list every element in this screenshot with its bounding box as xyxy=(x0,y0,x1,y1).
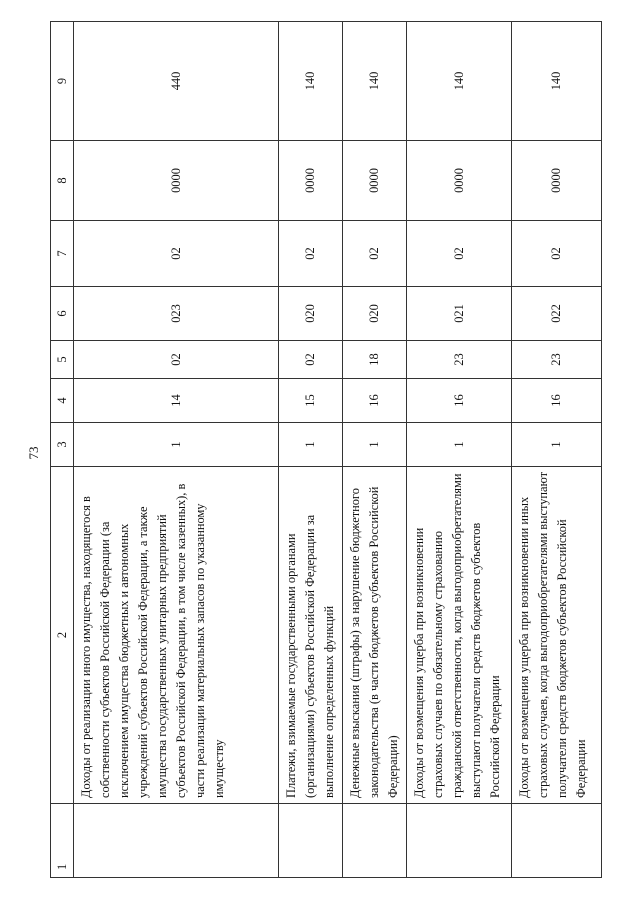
row-code-col-8: 0000 xyxy=(407,141,512,221)
row-description: Доходы от реализации иного имущества, находящегося в собственности субъектов Российской Федерации (за исключением имущества бюджетных и автономных учреждений субъектов Российской Федерации, а также имущества государственных унитарных предприятий субъектов Российской Федерации, в том числе казенных), в части реализации материальных запасов по указанному имуществу xyxy=(74,467,279,804)
row-code-col-7: 02 xyxy=(512,221,602,287)
row-code-col-8: 0000 xyxy=(512,141,602,221)
row-code-col-3: 1 xyxy=(407,423,512,467)
row-code-col-3: 1 xyxy=(512,423,602,467)
row-code-col-9: 140 xyxy=(512,22,602,141)
header-col-7: 7 xyxy=(51,221,74,287)
row-code-col-8: 0000 xyxy=(74,141,279,221)
header-col-4: 4 xyxy=(51,379,74,423)
row-col-1 xyxy=(512,804,602,878)
row-code-col-5: 18 xyxy=(343,341,407,379)
row-col-1 xyxy=(407,804,512,878)
header-col-6: 6 xyxy=(51,287,74,341)
header-col-3: 3 xyxy=(51,423,74,467)
row-code-col-8: 0000 xyxy=(343,141,407,221)
row-code-col-5: 23 xyxy=(512,341,602,379)
row-code-col-7: 02 xyxy=(343,221,407,287)
row-code-col-9: 140 xyxy=(343,22,407,141)
header-col-9: 9 xyxy=(51,22,74,141)
row-code-col-4: 16 xyxy=(407,379,512,423)
row-code-col-3: 1 xyxy=(279,423,343,467)
row-code-col-5: 02 xyxy=(74,341,279,379)
row-col-1 xyxy=(74,804,279,878)
row-code-col-4: 16 xyxy=(343,379,407,423)
header-col-2: 2 xyxy=(51,467,74,804)
table-row xyxy=(279,22,343,878)
page-number: 73 xyxy=(26,446,41,460)
row-description: Платежи, взимаемые государственными органами (организациями) субъектов Российской Федерации за выполнение определенных функций xyxy=(279,467,343,804)
table-header-row xyxy=(51,22,74,878)
table-row xyxy=(74,22,279,878)
row-code-col-4: 15 xyxy=(279,379,343,423)
row-code-col-7: 02 xyxy=(279,221,343,287)
header-col-8: 8 xyxy=(51,141,74,221)
row-code-col-5: 23 xyxy=(407,341,512,379)
row-description: Доходы от возмещения ущерба при возникновении иных страховых случаев, когда выгодоприобретателями выступают получатели средств бюджетов субъектов Российской Федерации xyxy=(512,467,602,804)
row-code-col-6: 022 xyxy=(512,287,602,341)
row-code-col-6: 020 xyxy=(343,287,407,341)
row-code-col-7: 02 xyxy=(407,221,512,287)
row-code-col-6: 023 xyxy=(74,287,279,341)
row-description: Денежные взыскания (штрафы) за нарушение бюджетного законодательства (в части бюджетов субъектов Российской Федерации) xyxy=(343,467,407,804)
row-col-1 xyxy=(279,804,343,878)
row-code-col-9: 140 xyxy=(279,22,343,141)
row-code-col-6: 020 xyxy=(279,287,343,341)
row-code-col-8: 0000 xyxy=(279,141,343,221)
row-code-col-3: 1 xyxy=(343,423,407,467)
row-description: Доходы от возмещения ущерба при возникновении страховых случаев по обязательному страхованию гражданской ответственности, когда выгодоприобретателями выступают получатели средств бюджетов субъектов Российской Федерации xyxy=(407,467,512,804)
header-col-5: 5 xyxy=(51,341,74,379)
table-row xyxy=(512,22,602,878)
header-col-1: 1 xyxy=(51,804,74,878)
row-code-col-4: 14 xyxy=(74,379,279,423)
row-col-1 xyxy=(343,804,407,878)
table-row xyxy=(407,22,512,878)
row-code-col-9: 440 xyxy=(74,22,279,141)
row-code-col-3: 1 xyxy=(74,423,279,467)
revenue-classification-table xyxy=(50,21,602,878)
row-code-col-4: 16 xyxy=(512,379,602,423)
row-code-col-9: 140 xyxy=(407,22,512,141)
rotated-page xyxy=(50,22,630,878)
row-code-col-5: 02 xyxy=(279,341,343,379)
table-row xyxy=(343,22,407,878)
row-code-col-6: 021 xyxy=(407,287,512,341)
row-code-col-7: 02 xyxy=(74,221,279,287)
